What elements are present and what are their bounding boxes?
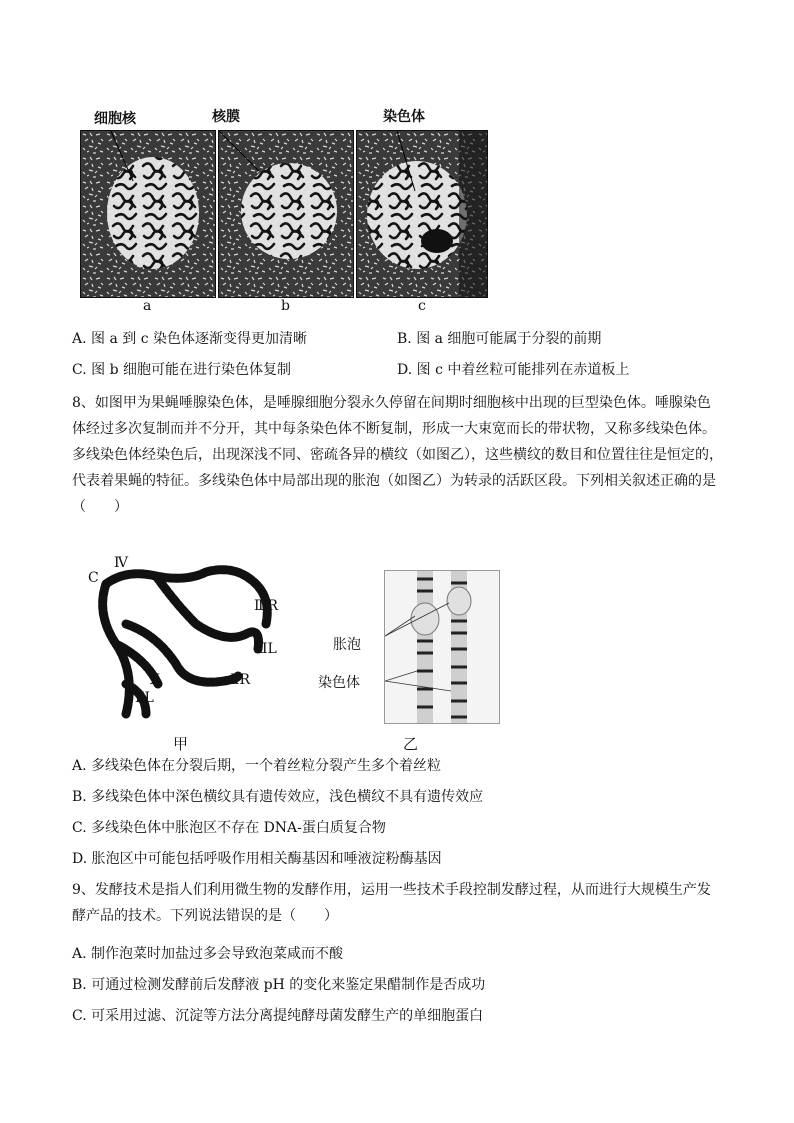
panel-label-b: b <box>281 298 290 314</box>
q8-stem: 8、如图甲为果蝇唾腺染色体，是唾腺细胞分裂永久停留在间期时细胞核中出现的巨型染色体。唾腺染色体经过多次复制而并不分开，其中每条染色体不断复制，形成一大束宽而长的带状物，又称多线染色体。多线染色体经染色后，出现深浅不同、密疏各异的横纹（如图乙），这些横纹的数目和位置往往是恒定的，代表着果蝇的特征。多线染色体中局部出现的胀泡（如图乙）为转录的活跃区段。下列相关叙述正确的是（ ） <box>72 395 723 515</box>
micrograph-a <box>80 130 216 298</box>
label-IIR: ⅡR <box>230 672 251 688</box>
q7-option-a: A. 图 a 到 c 染色体逐渐变得更加清晰 <box>72 331 307 347</box>
label-chromosome: 染色体 <box>383 109 425 125</box>
q9-stem: 9、发酵技术是指人们利用微生物的发酵作用，运用一些技术手段控制发酵过程，从而进行大规模生产发酵产品的技术。下列说法错误的是（ ） <box>72 882 711 924</box>
caption-yi: 乙 <box>403 735 419 753</box>
q7-option-d: D. 图 c 中着丝粒可能排列在赤道板上 <box>397 362 630 378</box>
q7-option-b: B. 图 a 细胞可能属于分裂的前期 <box>397 331 602 347</box>
q9-option-b: B. 可通过检测发酵前后发酵液 pH 的变化来鉴定果醋制作是否成功 <box>72 977 486 993</box>
label-IIIL: ⅢL <box>254 641 277 657</box>
label-X: X <box>150 672 160 688</box>
label-yi-chromosome: 染色体 <box>318 675 360 691</box>
label-puff: 胀泡 <box>333 637 361 653</box>
panel-label-c: c <box>418 298 426 314</box>
q8-option-d: D. 胀泡区中可能包括呼吸作用相关酶基因和唾液淀粉酶基因 <box>72 851 442 867</box>
label-IIL: ⅡL <box>135 690 154 706</box>
caption-jia: 甲 <box>173 735 189 753</box>
q9-option-c: C. 可采用过滤、沉淀等方法分离提纯酵母菌发酵生产的单细胞蛋白 <box>72 1008 484 1024</box>
label-IV: Ⅳ <box>114 555 128 571</box>
q8-option-c: C. 多线染色体中胀泡区不存在 DNA-蛋白质复合物 <box>72 820 386 836</box>
micrograph-c <box>356 130 488 298</box>
figure-yi <box>384 570 500 724</box>
micrograph-b <box>218 130 354 298</box>
q7-option-c: C. 图 b 细胞可能在进行染色体复制 <box>72 362 291 378</box>
label-IIIR: ⅢR <box>254 598 279 614</box>
q8-option-b: B. 多线染色体中深色横纹具有遗传效应，浅色横纹不具有遗传效应 <box>72 789 484 805</box>
label-C: C <box>88 570 99 586</box>
q9-option-a: A. 制作泡菜时加盐过多会导致泡菜咸而不酸 <box>72 946 344 962</box>
q8-option-a: A. 多线染色体在分裂后期，一个着丝粒分裂产生多个着丝粒 <box>72 758 442 774</box>
label-nuclear-membrane: 核膜 <box>212 109 240 125</box>
label-nucleus: 细胞核 <box>94 111 136 127</box>
panel-label-a: a <box>143 298 152 314</box>
